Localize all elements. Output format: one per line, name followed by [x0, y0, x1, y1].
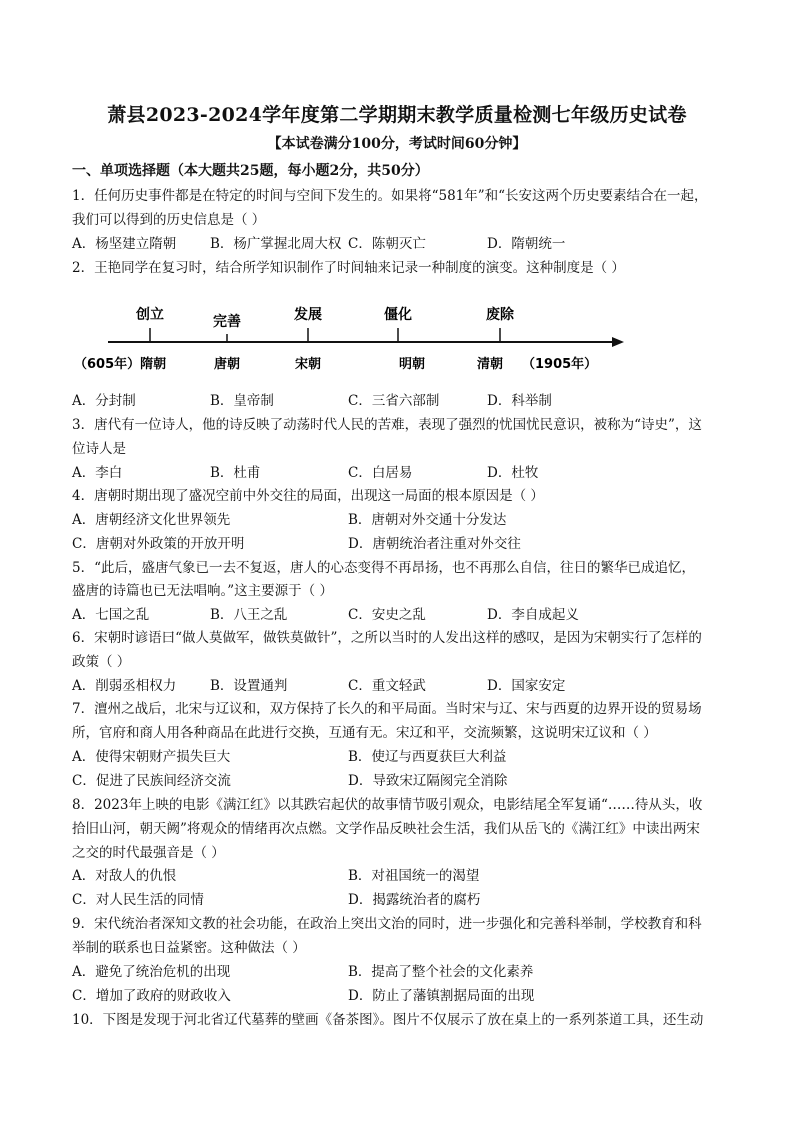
question-4-option-a: A．唐朝经济文化世界领先 — [72, 512, 231, 528]
question-9-text-cont: 举制的联系也日益紧密。这种做法（ ） — [72, 940, 306, 956]
question-3-text: 3．唐代有一位诗人，他的诗反映了动荡时代人民的苦难，表现了强烈的忧国忧民意识，被称为“诗史”，这 — [72, 417, 702, 433]
question-8-text-cont: 拾旧山河，朝天阙”将观众的情绪再次点燃。文学作品反映社会生活，我们从岳飞的《满江红》中读出两宋 — [72, 821, 700, 837]
question-6-text-cont: 政策（ ） — [72, 654, 131, 670]
question-8-option-b: B．对祖国统一的渴望 — [348, 868, 480, 884]
question-7-text-cont: 所，官府和商人用各种商品在此进行交换，互通有无。宋辽和平，交流频繁，这说明宋辽议和（ ） — [72, 725, 657, 741]
question-1-text-cont: 我们可以得到的历史信息是（ ） — [72, 212, 266, 228]
question-2-option-c: C．三省六部制 — [348, 393, 440, 409]
question-3-option-a: A．李白 — [72, 465, 123, 481]
question-6-option-d: D．国家安定 — [487, 678, 566, 694]
question-8-option-a: A．对敌人的仇恨 — [72, 868, 177, 884]
stage-label: 完善 — [213, 314, 241, 330]
question-5-text: 5．“此后，盛唐气象已一去不复返，唐人的心态变得不再昂扬，也不再那么自信，往日的繁华已成追忆， — [72, 560, 695, 576]
dynasty-label: 清朝 — [476, 357, 504, 372]
question-9-option-b: B．提高了整个社会的文化素养 — [348, 964, 534, 980]
stage-label: 发展 — [294, 307, 322, 323]
question-5-option-c: C．安史之乱 — [348, 607, 426, 623]
question-2-option-b: B．皇帝制 — [210, 393, 274, 409]
question-6-option-b: B．设置通判 — [210, 678, 288, 694]
dynasty-label: 明朝 — [398, 357, 426, 372]
question-3-option-d: D．杜牧 — [487, 465, 539, 481]
question-8-text-cont: 之交的时代最强音是（ ） — [72, 845, 225, 861]
question-3-option-c: C．白居易 — [348, 465, 413, 481]
question-7-text: 7．澶州之战后，北宋与辽议和，双方保持了长久的和平局面。当时宋与辽、宋与西夏的边界开设的贸易场 — [72, 701, 702, 717]
question-9-option-a: A．避免了统治危机的出现 — [72, 964, 231, 980]
question-5-option-a: A．七国之乱 — [72, 607, 150, 623]
dynasty-label: 唐朝 — [213, 357, 241, 372]
exam-info: 【本试卷满分100分，考试时间60分钟】 — [267, 136, 527, 152]
question-7-option-c: C．促进了民族间经济交流 — [72, 773, 231, 789]
question-7-option-a: A．使得宋朝财产损失巨大 — [72, 749, 231, 765]
page-title: 萧县2023-2024学年度第二学期期末教学质量检测七年级历史试卷 — [107, 104, 687, 126]
question-7-option-b: B．使辽与西夏获巨大利益 — [348, 749, 507, 765]
question-7-option-d: D．导致宋辽隔阂完全消除 — [348, 773, 508, 789]
question-9-option-c: C．增加了政府的财政收入 — [72, 988, 231, 1004]
timeline-start-label: （605年）隋朝 — [74, 357, 167, 372]
question-1-option-c: C．陈朝灭亡 — [348, 236, 426, 252]
question-1-option-a: A．杨坚建立隋朝 — [72, 236, 177, 252]
question-6-option-c: C．重文轻武 — [348, 678, 426, 694]
section-heading: 一、单项选择题（本大题共25题，每小题2分，共50分） — [72, 163, 429, 179]
question-5-option-d: D．李自成起义 — [487, 607, 579, 623]
timeline-end-label: （1905年） — [522, 357, 598, 372]
stage-label: 废除 — [486, 307, 514, 323]
question-9-option-d: D．防止了藩镇割据局面的出现 — [348, 988, 535, 1004]
dynasty-label: 宋朝 — [294, 357, 322, 372]
question-3-text-cont: 位诗人是 — [72, 441, 126, 457]
question-8-option-c: C．对人民生活的同情 — [72, 892, 204, 908]
question-1-option-d: D．隋朝统一 — [487, 236, 566, 252]
question-2-option-a: A．分封制 — [72, 393, 136, 409]
stage-label: 僵化 — [384, 307, 412, 323]
timeline-arrowhead — [612, 337, 624, 347]
question-1-text: 1．任何历史事件都是在特定的时间与空间下发生的。如果将“581年”和“长安这两个历史要素结合在一起， — [72, 188, 708, 204]
question-9-text: 9．宋代统治者深知文教的社会功能，在政治上突出文治的同时，进一步强化和完善科举制，学校教育和科 — [72, 916, 702, 932]
question-5-option-b: B．八王之乱 — [210, 607, 288, 623]
question-8-text: 8．2023年上映的电影《满江红》以其跌宕起伏的故事情节吸引观众，电影结尾全军复诵“……待从头，收 — [72, 797, 703, 813]
stage-label: 创立 — [136, 307, 164, 323]
question-5-text-cont: 盛唐的诗篇也已无法唱响。”这主要源于（ ） — [72, 583, 333, 599]
question-6-text: 6．宋朝时谚语曰“做人莫做军，做铁莫做针”，之所以当时的人发出这样的感叹，是因为宋朝实行了怎样的 — [72, 630, 702, 646]
question-3-option-b: B．杜甫 — [210, 465, 261, 481]
question-2-text: 2．王艳同学在复习时，结合所学知识制作了时间轴来记录一种制度的演变。这种制度是（ ） — [72, 260, 625, 276]
question-4-option-b: B．唐朝对外交通十分发达 — [348, 512, 507, 528]
question-6-option-a: A．削弱丞相权力 — [72, 678, 177, 694]
question-10-text: 10．下图是发现于河北省辽代墓葬的壁画《备茶图》。图片不仅展示了放在桌上的一系列茶道工具，还生动 — [72, 1012, 704, 1028]
question-1-option-b: B．杨广掌握北周大权 — [210, 236, 342, 252]
question-4-option-c: C．唐朝对外政策的开放开明 — [72, 536, 245, 552]
question-8-option-d: D．揭露统治者的腐朽 — [348, 892, 481, 908]
timeline-diagram — [72, 296, 632, 380]
question-2-option-d: D．科举制 — [487, 393, 552, 409]
question-4-text: 4．唐朝时期出现了盛况空前中外交往的局面，出现这一局面的根本原因是（ ） — [72, 488, 544, 504]
question-4-option-d: D．唐朝统治者注重对外交往 — [348, 536, 521, 552]
